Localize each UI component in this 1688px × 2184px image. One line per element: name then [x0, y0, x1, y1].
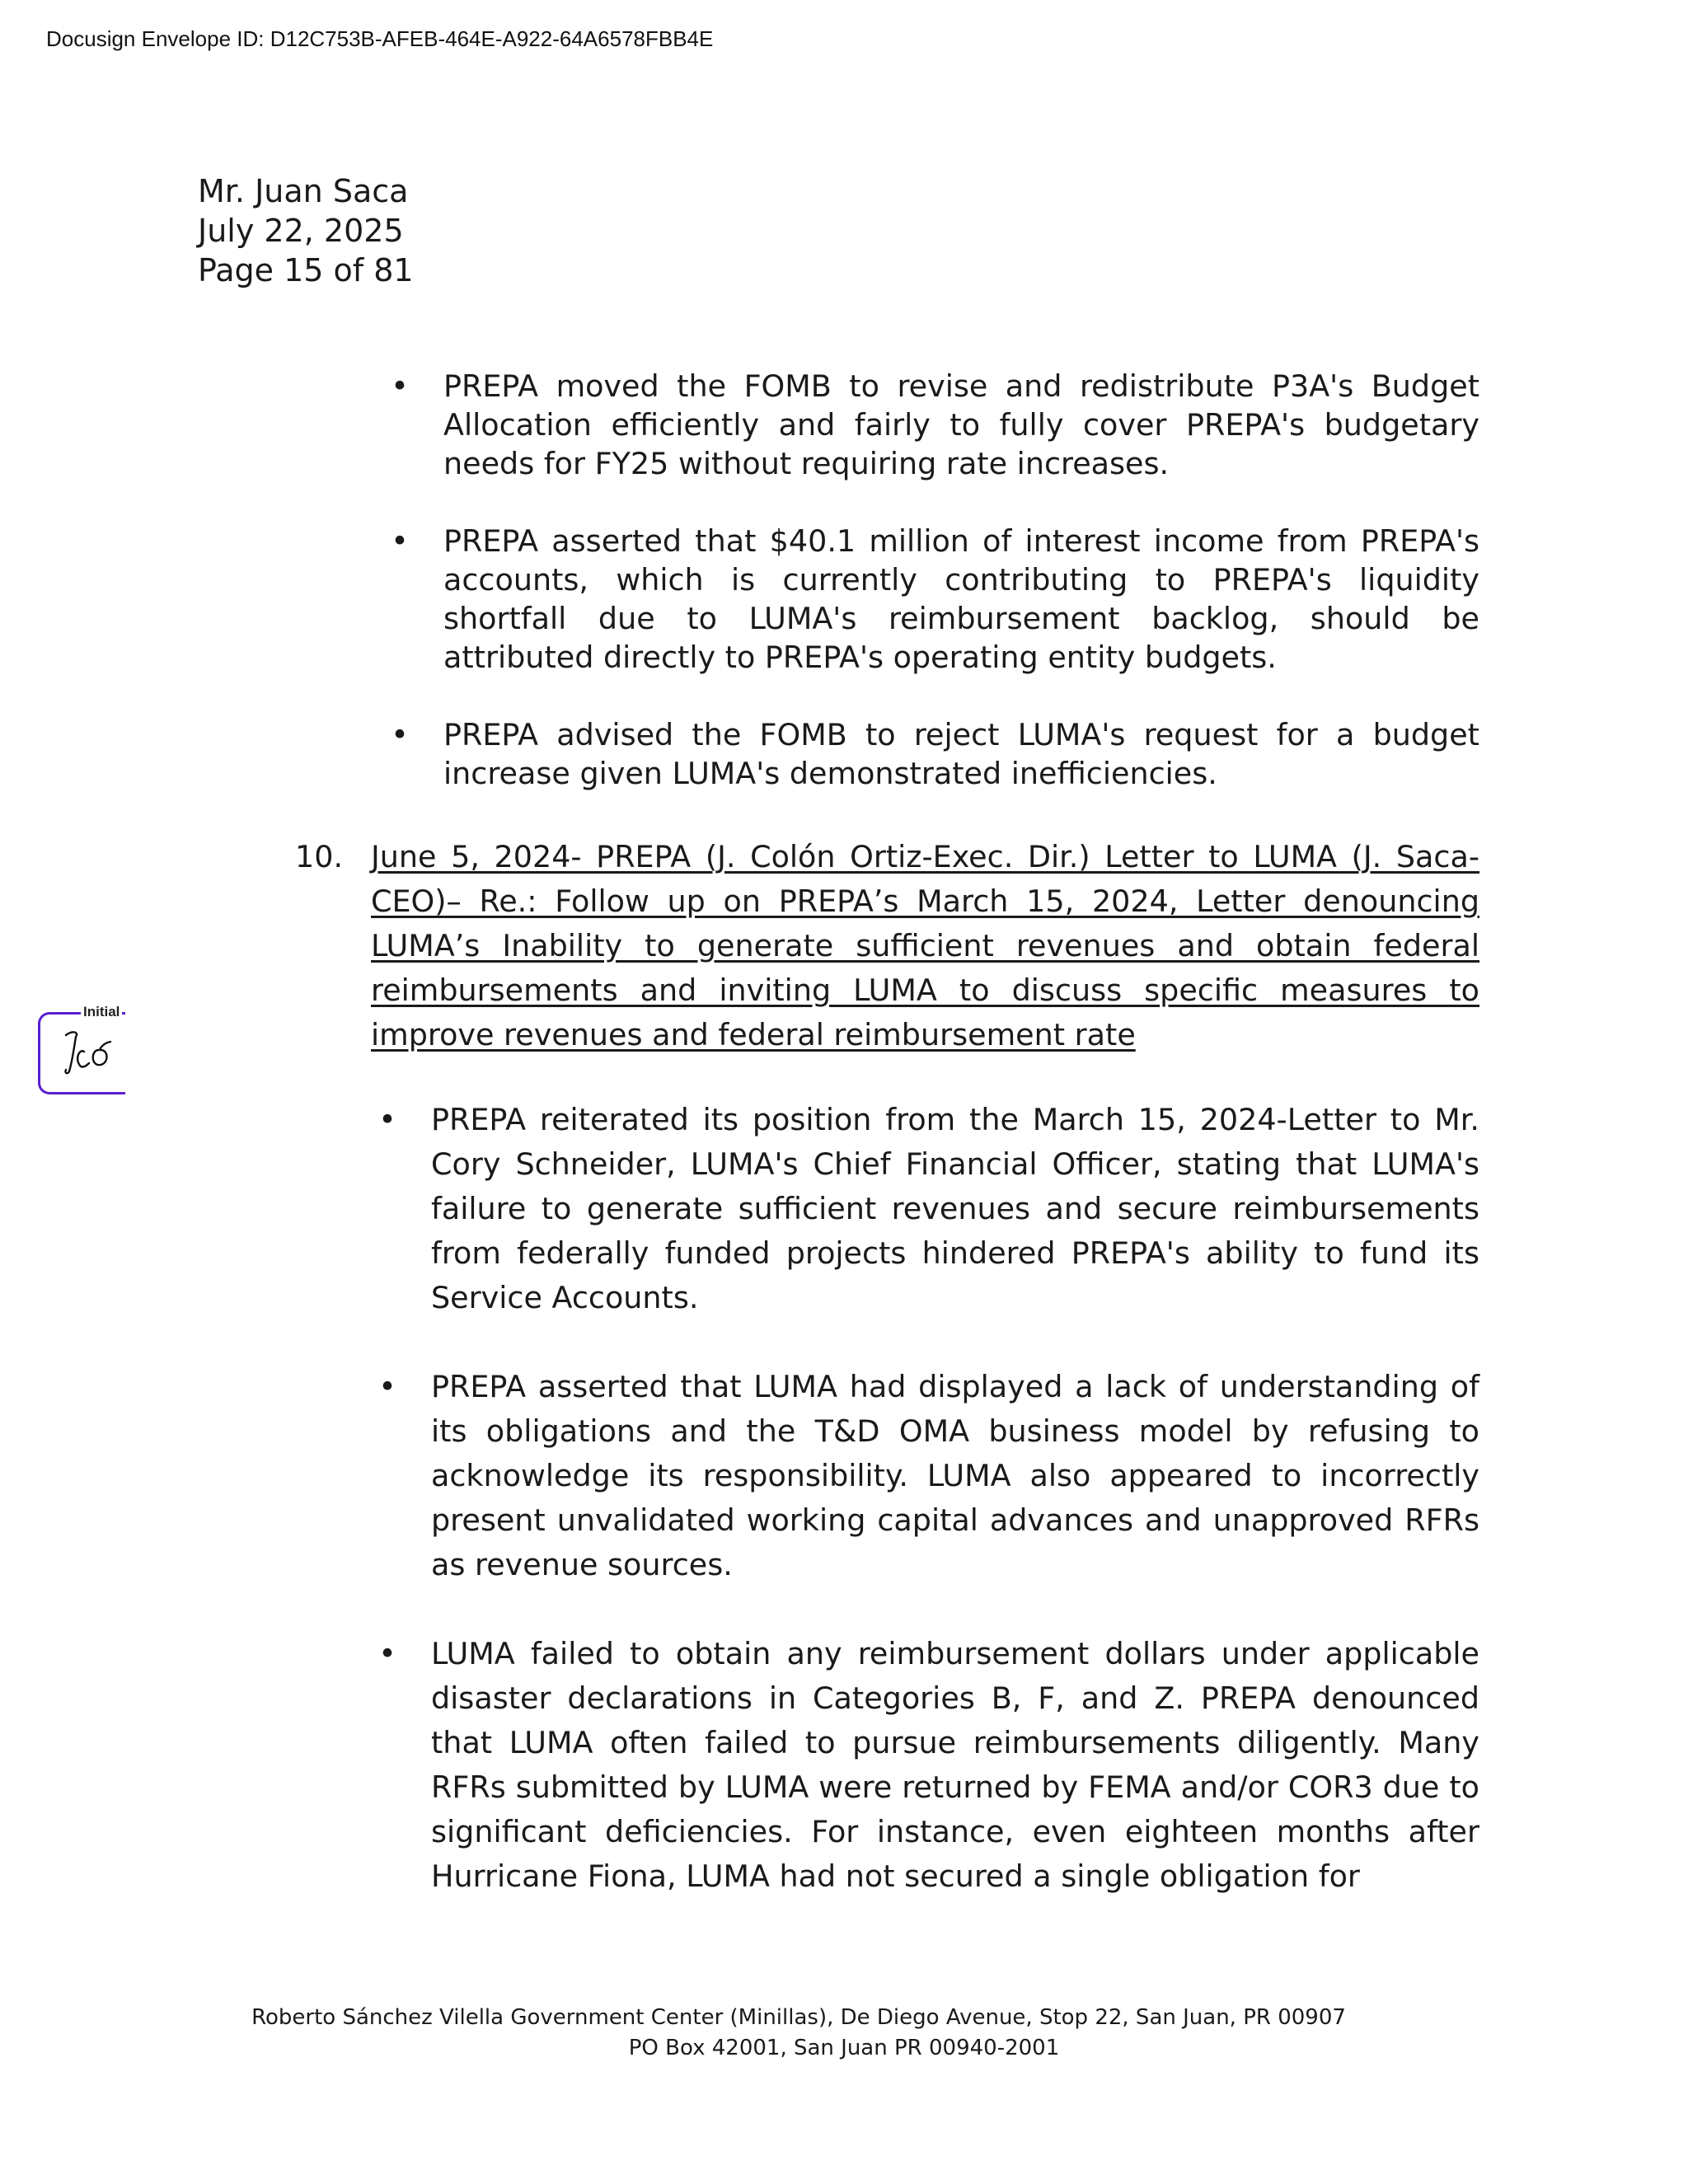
list-item — [375, 1632, 1479, 1899]
list-item — [387, 715, 1479, 793]
footer-po-box: PO Box 42001, San Juan PR 00940-2001 — [628, 2036, 1060, 2060]
letter-header — [198, 171, 414, 290]
list-item — [375, 1365, 1479, 1587]
bullet-icon: • — [378, 1102, 396, 1137]
initial-signature-icon — [61, 1027, 125, 1091]
bullet-text: PREPA asserted that $40.1 million of interest income from PREPA's accounts, which is currently contributing to PREPA's liquidity shortfall due to LUMA's reimbursement backlog, should be attributed directly to PREPA's operating entity budgets. — [443, 523, 1479, 675]
numbered-item-10 — [295, 835, 1479, 1057]
bullet-icon: • — [378, 1636, 396, 1671]
list-item — [375, 1098, 1479, 1320]
bullet-icon: • — [378, 1369, 396, 1404]
letter-date: July 22, 2025 — [198, 213, 404, 249]
list-item — [387, 522, 1479, 677]
page-footer — [0, 2003, 1688, 2064]
footer-address: Roberto Sánchez Vilella Government Center (Minillas), De Diego Avenue, Stop 22, San Juan, PR 00907 — [251, 2005, 1346, 2030]
bullet-text: PREPA moved the FOMB to revise and redistribute P3A's Budget Allocation efficiently and fairly to fully cover PREPA's budgetary needs for FY25 without requiring rate increases. — [443, 368, 1479, 481]
bullet-text: PREPA advised the FOMB to reject LUMA's request for a budget increase given LUMA's demonstrated inefficiencies. — [443, 717, 1479, 791]
bullet-list-item10 — [375, 1098, 1479, 1943]
bullet-text: PREPA reiterated its position from the March 15, 2024-Letter to Mr. Cory Schneider, LUMA's Chief Financial Officer, stating that LUMA's failure to generate sufficient revenues and secure reimbursements from federally funded projects hindered PREPA's ability to fund its Service Accounts. — [431, 1102, 1479, 1315]
bullet-list-top — [387, 367, 1479, 832]
page-number: Page 15 of 81 — [198, 252, 414, 288]
list-item — [387, 367, 1479, 483]
bullet-icon: • — [391, 717, 409, 752]
item-number: 10. — [295, 839, 344, 874]
bullet-text: PREPA asserted that LUMA had displayed a lack of understanding of its obligations and the T&D OMA business model by refusing to acknowledge its responsibility. LUMA also appeared to incorrectly present unvalidated working capital advances and unapproved RFRs as revenue sources. — [431, 1369, 1479, 1582]
bullet-icon: • — [391, 523, 409, 559]
item-title: June 5, 2024- PREPA (J. Colón Ortiz-Exec. Dir.) Letter to LUMA (J. Saca-CEO)– Re.: Follow up on PREPA’s March 15, 2024, Letter denouncing LUMA’s Inability to generate sufficient revenues and obtain federal reimbursements and inviting LUMA to discuss specific measures to improve revenues and federal reimbursement rate — [371, 839, 1479, 1052]
docusign-envelope-id: Docusign Envelope ID: D12C753B-AFEB-464E-A922-64A6578FBB4E — [46, 26, 714, 51]
initial-label: Initial — [81, 1004, 122, 1020]
bullet-text: LUMA failed to obtain any reimbursement dollars under applicable disaster declarations in Categories B, F, and Z. PREPA denounced that LUMA often failed to pursue reimbursements diligently. Many RFRs submitted by LUMA were returned by FEMA and/or COR3 due to significant deficiencies. For instance, even eighteen months after Hurricane Fiona, LUMA had not secured a single obligation for — [431, 1636, 1479, 1894]
recipient-name: Mr. Juan Saca — [198, 173, 409, 209]
bullet-icon: • — [391, 368, 409, 404]
